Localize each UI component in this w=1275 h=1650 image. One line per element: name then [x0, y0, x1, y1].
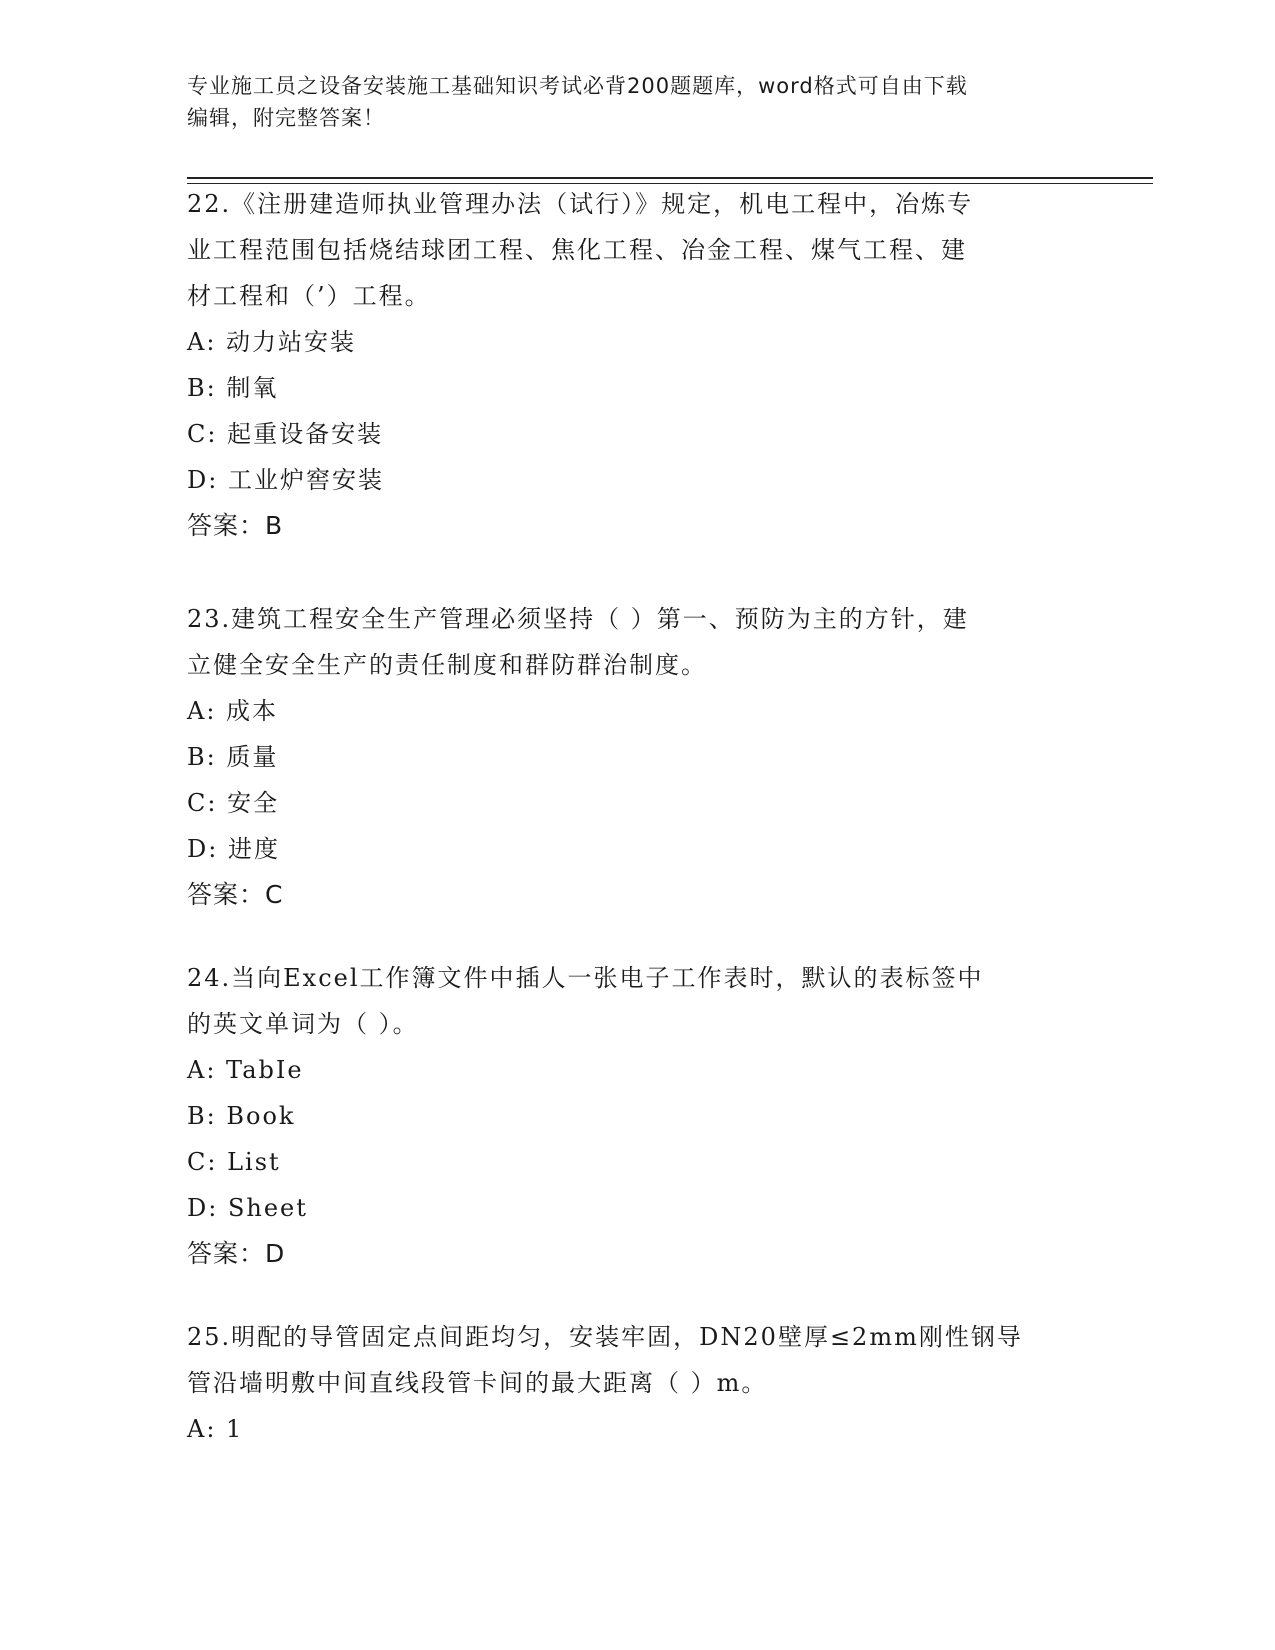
- question-22: [187, 181, 1087, 549]
- question-stem-line: 23.建筑工程安全生产管理必须坚持（ ）第一、预防为主的方针，建: [187, 605, 969, 633]
- option-b: B: 质量: [187, 743, 279, 771]
- option-d: D: 进度: [187, 835, 280, 863]
- answer-value: C: [265, 880, 284, 909]
- option-d: D: Sheet: [187, 1194, 308, 1222]
- answer: [187, 1231, 1087, 1277]
- option-a: A: 成本: [187, 697, 279, 725]
- question-25: [187, 1314, 1087, 1452]
- answer-value: D: [265, 1239, 286, 1268]
- option-c: C: List: [187, 1148, 281, 1176]
- question-stem-line: 业工程范围包括烧结球团工程、焦化工程、冶金工程、煤气工程、建: [187, 236, 967, 264]
- answer-value: B: [265, 511, 284, 540]
- question-stem-line: 25.明配的导管固定点间距均匀，安装牢固，DN20壁厚≤2mm刚性钢导: [187, 1323, 1023, 1351]
- answer-label: 答案：: [187, 1239, 266, 1268]
- option-a: A: 1: [187, 1415, 244, 1443]
- question-stem-line: 立健全安全生产的责任制度和群防群治制度。: [187, 651, 707, 679]
- question-stem-line: 24.当向Excel工作簿文件中插人一张电子工作表时，默认的表标签中: [187, 964, 984, 992]
- answer: [187, 503, 1087, 549]
- answer: [187, 872, 1087, 918]
- option-a: A: 动力站安装: [187, 328, 357, 356]
- question-stem-line: 的英文单词为（ ）。: [187, 1010, 419, 1038]
- option-b: B: Book: [187, 1102, 296, 1130]
- question-stem-line: 材工程和（’）工程。: [187, 282, 431, 310]
- document-header: [187, 70, 1087, 134]
- answer-label: 答案：: [187, 880, 266, 909]
- question-stem-line: 管沿墙明敷中间直线段管卡间的最大距离（ ）m。: [187, 1369, 768, 1397]
- question-23: [187, 596, 1087, 918]
- option-d: D: 工业炉窖安装: [187, 466, 384, 494]
- option-a: A: TabIe: [187, 1056, 304, 1084]
- question-24: [187, 955, 1087, 1277]
- option-b: B: 制氧: [187, 374, 279, 402]
- header-divider-top: [187, 177, 1153, 179]
- header-title-line1: 专业施工员之设备安装施工基础知识考试必背200题题库，word格式可自由下载: [187, 74, 968, 98]
- header-title-line2: 编辑，附完整答案！: [187, 106, 385, 130]
- option-c: C: 安全: [187, 789, 280, 817]
- answer-label: 答案：: [187, 511, 266, 540]
- question-stem-line: 22.《注册建造师执业管理办法（试行）》规定，机电工程中，冶炼专: [187, 190, 974, 218]
- option-c: C: 起重设备安装: [187, 420, 384, 448]
